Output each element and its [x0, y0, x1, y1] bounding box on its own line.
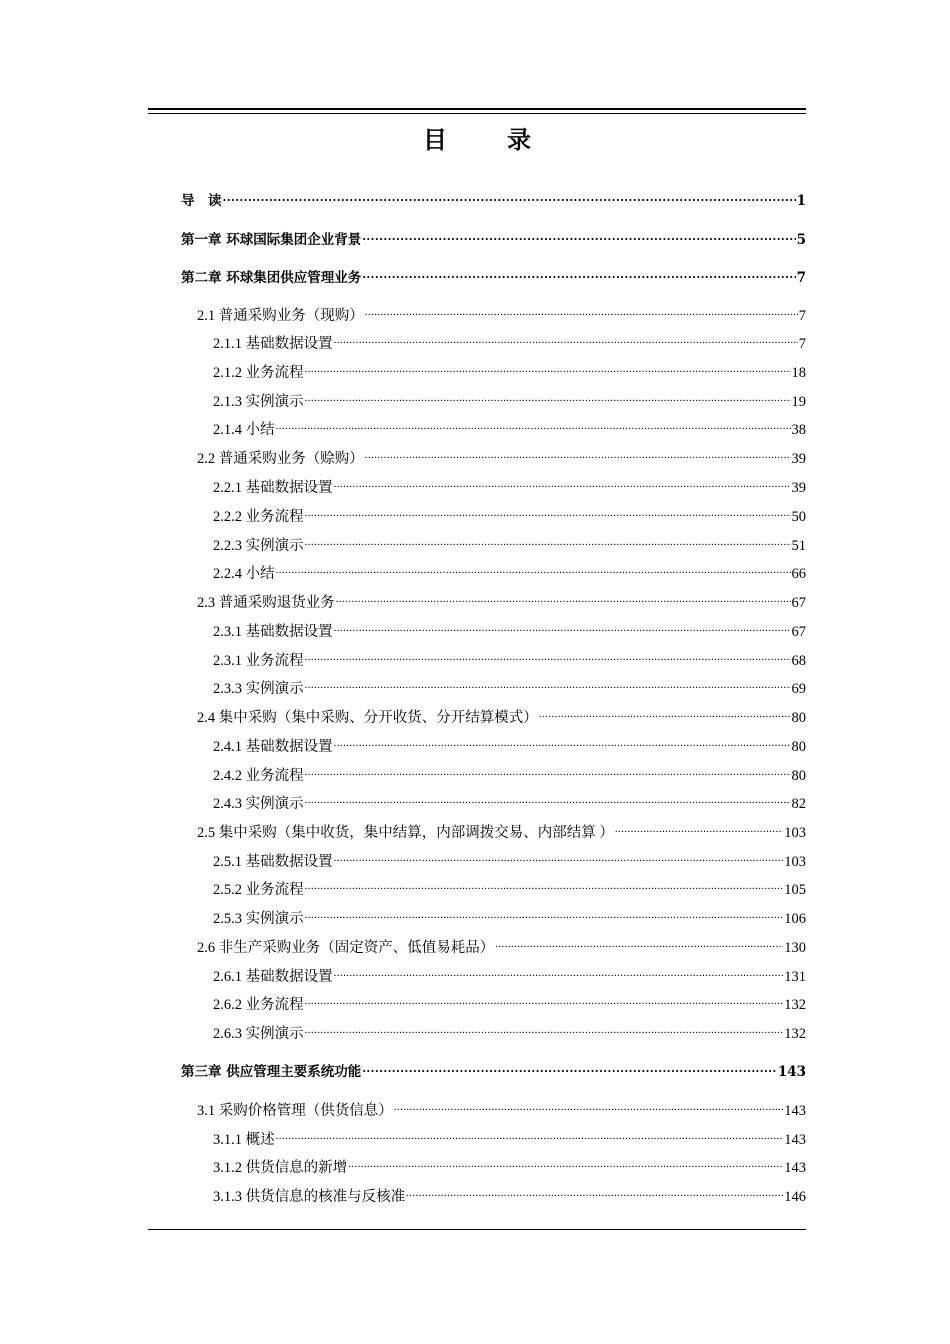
toc-dot-leader	[495, 932, 783, 952]
toc-page-number: 39	[791, 451, 806, 467]
toc-entry[interactable]	[213, 1018, 806, 1042]
toc-page-number: 67	[791, 595, 806, 611]
toc-entry[interactable]	[213, 673, 806, 697]
toc-dot-leader	[305, 788, 791, 808]
toc-entry-label: 2.3.1 基础数据设置	[213, 624, 333, 640]
toc-page-number: 106	[784, 911, 806, 927]
toc-page-number: 7	[798, 308, 806, 324]
toc-entry-label: 2.6.3 实例演示	[213, 1026, 304, 1042]
toc-entry[interactable]	[213, 731, 806, 755]
toc-entry[interactable]	[213, 386, 806, 410]
toc-dot-leader	[539, 702, 791, 722]
toc-entry[interactable]	[213, 414, 806, 438]
toc-dot-leader	[394, 1095, 784, 1115]
toc-entry[interactable]	[197, 932, 806, 956]
toc-entry[interactable]	[213, 1124, 806, 1148]
toc-entry[interactable]	[181, 1056, 806, 1080]
toc-entry[interactable]	[197, 443, 806, 467]
toc-entry-label: 第二章 环球集团供应管理业务	[181, 270, 362, 286]
title-char-1: 目	[423, 126, 447, 154]
toc-page-number: 105	[784, 882, 806, 898]
toc-page-number: 132	[784, 1026, 806, 1042]
toc-entry-label: 2.5 集中采购（集中收货，集中结算，内部调拨交易、内部结算 ）	[197, 825, 614, 841]
toc-entry-label: 2.4.1 基础数据设置	[213, 739, 333, 755]
header-rule	[148, 108, 806, 114]
toc-entry[interactable]	[181, 185, 806, 209]
toc-entry-label: 2.3.3 实例演示	[213, 681, 304, 697]
toc-entry-label: 2.5.3 实例演示	[213, 911, 304, 927]
toc-entry-label: 2.1.4 小结	[213, 422, 275, 438]
footer-rule	[148, 1229, 806, 1230]
toc-entry-label: 3.1.2 供货信息的新增	[213, 1160, 348, 1176]
toc-entry[interactable]	[213, 874, 806, 898]
toc-entry[interactable]	[181, 224, 806, 248]
toc-page-number: 68	[791, 653, 806, 669]
toc-entry[interactable]	[213, 989, 806, 1013]
toc-entry-label: 2.1.3 实例演示	[213, 394, 304, 410]
toc-entry[interactable]	[213, 530, 806, 554]
toc-entry[interactable]	[213, 616, 806, 640]
toc-dot-leader	[276, 558, 791, 578]
toc-page-number: 132	[784, 997, 806, 1013]
toc-dot-leader	[305, 357, 791, 377]
toc-entry-label: 2.2 普通采购业务（赊购）	[197, 451, 364, 467]
toc-entry-label: 2.2.2 业务流程	[213, 509, 304, 525]
toc-page-number: 82	[791, 796, 806, 812]
toc-entry-label: 2.2.1 基础数据设置	[213, 480, 333, 496]
toc-entry[interactable]	[197, 1095, 806, 1119]
toc-dot-leader	[276, 1124, 784, 1144]
toc-page-number: 80	[791, 739, 806, 755]
toc-dot-leader	[365, 300, 798, 320]
toc-dot-leader	[305, 530, 791, 550]
toc-entry-label: 2.1.1 基础数据设置	[213, 336, 333, 352]
toc-entry[interactable]	[213, 328, 806, 352]
toc-page-number: 39	[791, 480, 806, 496]
toc-page-number: 7	[796, 270, 806, 286]
toc-dot-leader	[348, 1152, 783, 1172]
toc-page-number: 50	[791, 509, 806, 525]
toc-entry[interactable]	[213, 1152, 806, 1176]
toc-dot-leader	[334, 846, 784, 866]
toc-entry-label: 3.1.3 供货信息的核准与反核准	[213, 1189, 406, 1205]
page-title	[148, 123, 806, 157]
toc-page-number: 51	[791, 538, 806, 554]
toc-dot-leader	[305, 760, 791, 780]
toc-dot-leader	[305, 989, 784, 1009]
toc-page-number: 66	[791, 566, 806, 582]
toc-entry[interactable]	[213, 846, 806, 870]
toc-page-number: 67	[791, 624, 806, 640]
toc-dot-leader	[334, 328, 798, 348]
toc-entry-label: 2.6 非生产采购业务（固定资产、低值易耗品）	[197, 940, 495, 956]
toc-entry[interactable]	[213, 961, 806, 985]
toc-entry-label: 2.6.2 业务流程	[213, 997, 304, 1013]
toc-entry-label: 2.5.1 基础数据设置	[213, 854, 333, 870]
toc-entry[interactable]	[213, 1181, 806, 1205]
toc-entry-label: 2.1.2 业务流程	[213, 365, 304, 381]
toc-dot-leader	[305, 386, 791, 406]
toc-dot-leader	[615, 817, 783, 837]
toc-entry[interactable]	[213, 501, 806, 525]
toc-dot-leader	[305, 645, 791, 665]
toc-entry-label: 第三章 供应管理主要系统功能	[181, 1064, 362, 1080]
toc-page-number: 130	[784, 940, 806, 956]
toc-page-number: 103	[784, 825, 806, 841]
toc-entry[interactable]	[197, 817, 806, 841]
toc-page-number: 69	[791, 681, 806, 697]
toc-dot-leader	[276, 414, 791, 434]
toc-dot-leader	[305, 673, 791, 693]
toc-dot-leader	[334, 731, 791, 751]
toc-entry[interactable]	[197, 300, 806, 324]
toc-entry-label: 2.1 普通采购业务（现购）	[197, 308, 364, 324]
toc-entry[interactable]	[213, 472, 806, 496]
toc-dot-leader	[223, 185, 796, 205]
toc-entry[interactable]	[213, 903, 806, 927]
toc-dot-leader	[334, 616, 791, 636]
toc-page-number: 38	[791, 422, 806, 438]
toc-dot-leader	[336, 587, 791, 607]
toc-entry-label: 2.3.1 业务流程	[213, 653, 304, 669]
toc-page-number: 143	[784, 1103, 806, 1119]
toc-entry-label: 3.1.1 概述	[213, 1132, 275, 1148]
toc-entry-label: 2.5.2 业务流程	[213, 882, 304, 898]
toc-entry-label: 2.4.3 实例演示	[213, 796, 304, 812]
toc-dot-leader	[334, 472, 791, 492]
toc-dot-leader	[334, 961, 784, 981]
toc-page-number: 5	[796, 232, 806, 248]
toc-entry[interactable]	[197, 587, 806, 611]
toc-entry[interactable]	[213, 760, 806, 784]
toc-page-number: 7	[798, 336, 806, 352]
toc-entry-label: 第一章 环球国际集团企业背景	[181, 232, 362, 248]
toc-page-number: 143	[784, 1132, 806, 1148]
toc-entry[interactable]	[213, 788, 806, 812]
toc-entry[interactable]	[213, 558, 806, 582]
toc-dot-leader	[305, 874, 784, 894]
toc-dot-leader	[406, 1181, 783, 1201]
toc-page-number: 146	[784, 1189, 806, 1205]
title-char-2: 录	[507, 126, 531, 154]
toc-page-number: 18	[791, 365, 806, 381]
toc-dot-leader	[305, 1018, 784, 1038]
toc-page-number: 103	[784, 854, 806, 870]
toc-entry-label: 2.4 集中采购（集中采购、分开收货、分开结算模式）	[197, 710, 538, 726]
toc-page-number: 80	[791, 768, 806, 784]
toc-entry-label: 2.2.4 小结	[213, 566, 275, 582]
toc-entry[interactable]	[181, 262, 806, 286]
toc-entry-label: 2.6.1 基础数据设置	[213, 969, 333, 985]
toc-dot-leader	[362, 262, 795, 282]
toc-entry-label: 2.3 普通采购退货业务	[197, 595, 335, 611]
toc-dot-leader	[362, 1056, 777, 1076]
toc-dot-leader	[365, 443, 791, 463]
toc-page-number: 143	[784, 1160, 806, 1176]
toc-entry-label: 3.1 采购价格管理（供货信息）	[197, 1103, 393, 1119]
toc-entry[interactable]	[213, 357, 806, 381]
toc-entry-label: 2.4.2 业务流程	[213, 768, 304, 784]
toc-page-number: 131	[784, 969, 806, 985]
toc-entry[interactable]	[213, 645, 806, 669]
toc-entry[interactable]	[197, 702, 806, 726]
toc-dot-leader	[305, 501, 791, 521]
toc-page-number: 80	[791, 710, 806, 726]
toc-dot-leader	[362, 224, 795, 244]
toc-page-number: 1	[796, 193, 806, 209]
toc-entry-label: 2.2.3 实例演示	[213, 538, 304, 554]
toc-entry-label: 导 读	[181, 193, 222, 209]
toc-page-number: 19	[791, 394, 806, 410]
toc-dot-leader	[305, 903, 784, 923]
toc-page-number: 143	[777, 1064, 806, 1080]
